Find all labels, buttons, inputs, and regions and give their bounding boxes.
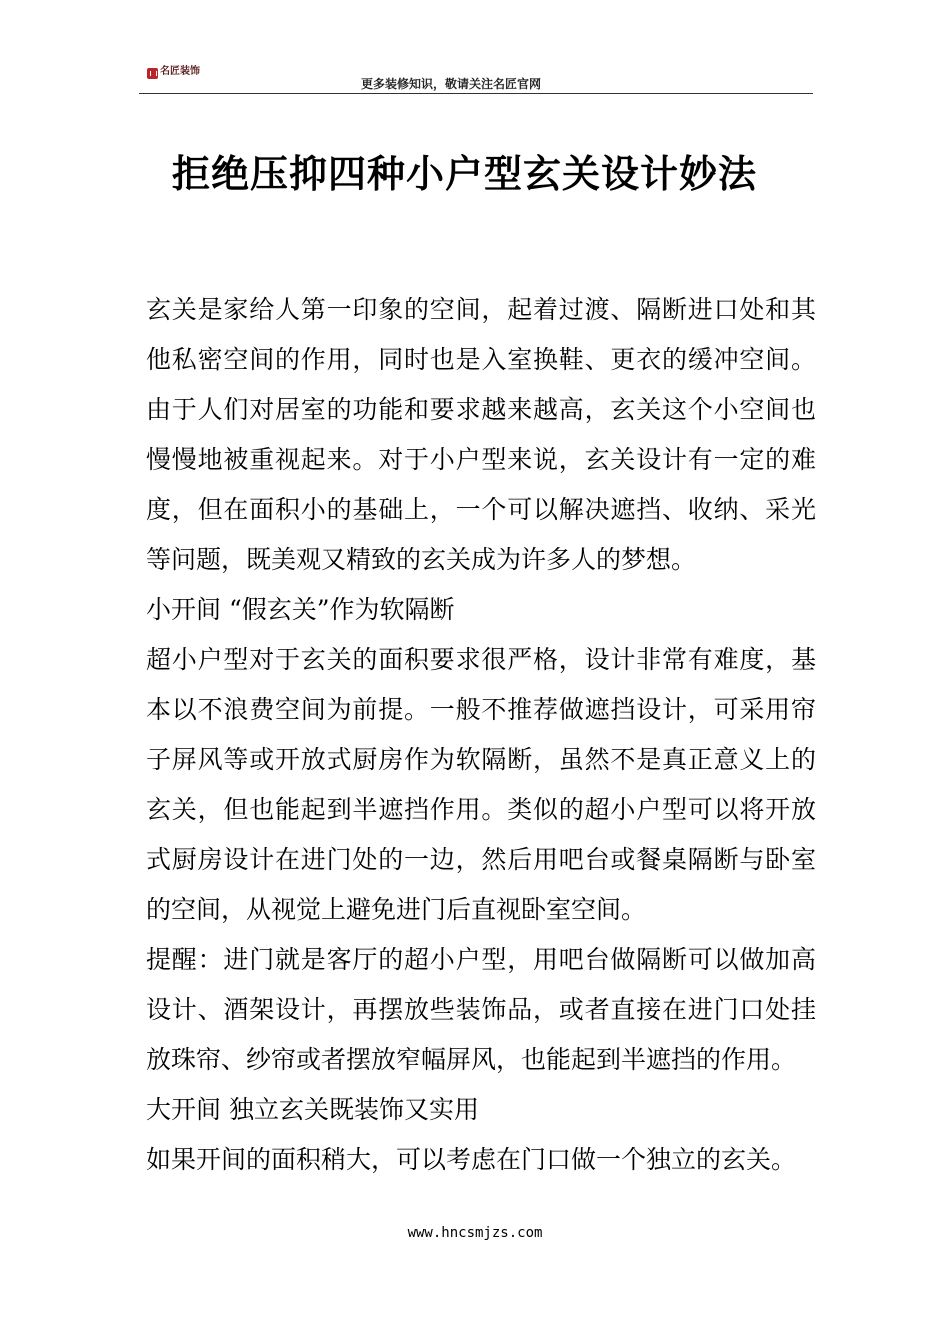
header-slogan: 更多装修知识，敬请关注名匠官网 — [361, 77, 542, 91]
mingjiang-logo-icon — [147, 68, 158, 79]
brand-logo — [147, 66, 200, 79]
logo-text-group — [160, 66, 200, 78]
paragraph-tip: 提醒：进门就是客厅的超小户型，用吧台做隔断可以做加高设计、酒架设计，再摆放些装饰品，或者直接在进门口处挂放珠帘、纱帘或者摆放窄幅屏风，也能起到半遮挡的作用。 — [146, 945, 816, 1074]
header-divider — [139, 93, 813, 94]
logo-name: 名匠装饰 — [160, 66, 200, 77]
paragraph-large-unit: 如果开间的面积稍大，可以考虑在门口做一个独立的玄关。 — [146, 1145, 797, 1174]
paragraph-small-unit: 超小户型对于玄关的面积要求很严格，设计非常有难度，基本以不浪费空间为前提。一般不推荐做遮挡设计，可采用帘子屏风等或开放式厨房作为软隔断，虽然不是真正意义上的玄关，但也能起到半遮挡作用。类似的超小户型可以将开放式厨房设计在进门处的一边，然后用吧台或餐桌隔断与卧室的空间，从视觉上避免进门后直视卧室空间。 — [146, 645, 816, 924]
paragraph-intro: 玄关是家给人第一印象的空间，起着过渡、隔断进口处和其他私密空间的作用，同时也是入室换鞋、更衣的缓冲空间。由于人们对居室的功能和要求越来越高，玄关这个小空间也慢慢地被重视起来。对于小户型来说，玄关设计有一定的难度，但在面积小的基础上，一个可以解决遮挡、收纳、采光等问题，既美观又精致的玄关成为许多人的梦想。 — [146, 295, 816, 574]
article-title: 拒绝压抑四种小户型玄关设计妙法 — [172, 151, 758, 196]
section-heading-small-unit: 小开间 “假玄关”作为软隔断 — [146, 595, 455, 624]
page-header — [139, 62, 813, 94]
section-heading-large-unit: 大开间 独立玄关既装饰又实用 — [146, 1095, 479, 1124]
article-body — [146, 285, 816, 1185]
footer-url: www.hncsmjzs.com — [407, 1225, 543, 1241]
